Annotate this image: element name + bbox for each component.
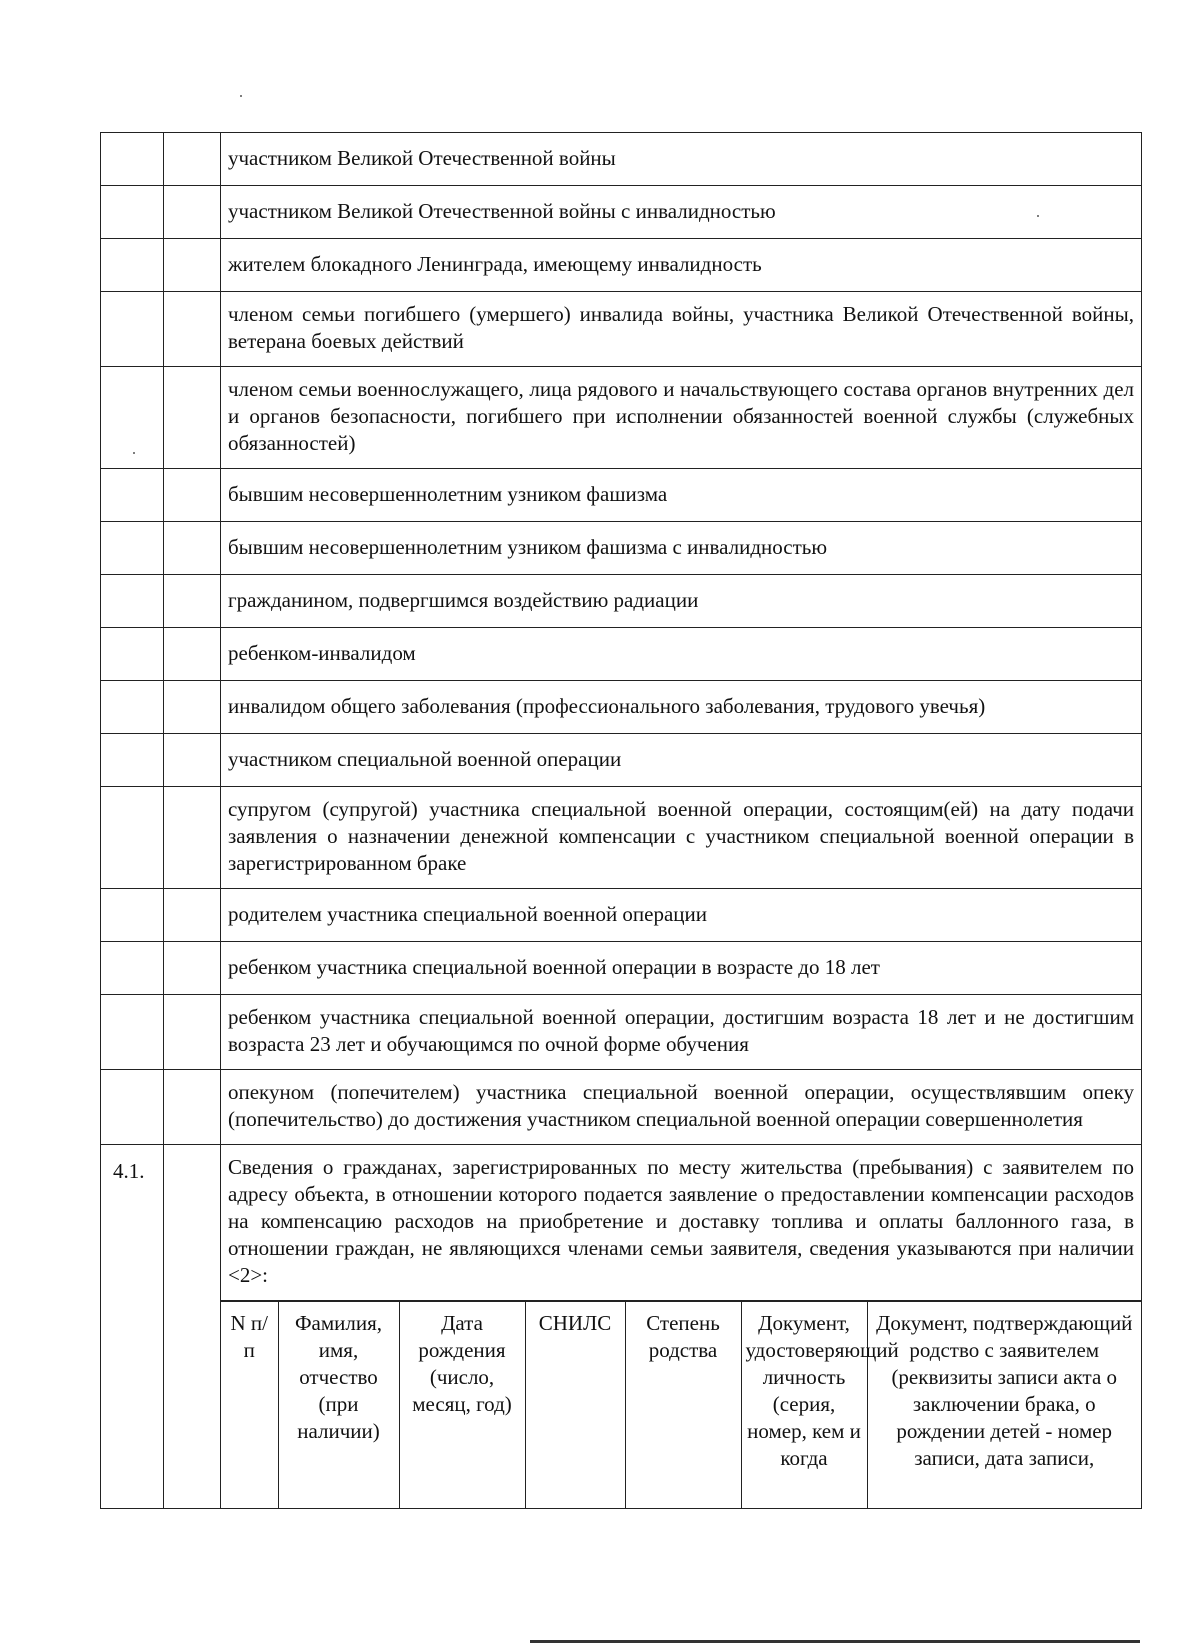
section-4-1-row [101, 1145, 1142, 1301]
row-number-cell [101, 1070, 164, 1145]
table-row [101, 186, 1142, 239]
table-row [101, 734, 1142, 787]
category-text: опекуном (попечителем) участника специальной военной операции, осуществлявшим опеку (попечительство) до достижения участником специальной военной операции совершеннолетия [221, 1070, 1142, 1145]
category-text: инвалидом общего заболевания (профессионального заболевания, трудового увечья) [221, 681, 1142, 734]
table-row [101, 787, 1142, 889]
mark-cell [164, 292, 221, 367]
row-number-cell [101, 292, 164, 367]
section-number: 4.1. [101, 1145, 164, 1509]
row-number-cell [101, 787, 164, 889]
table-row [101, 628, 1142, 681]
row-number-cell [101, 522, 164, 575]
residents-table [221, 1301, 1141, 1508]
row-number-cell [101, 186, 164, 239]
table-row [101, 469, 1142, 522]
mark-cell [164, 469, 221, 522]
scan-speck [240, 95, 242, 97]
section-4-1-subtable-row [101, 1301, 1142, 1509]
mark-cell [164, 575, 221, 628]
mark-cell [164, 681, 221, 734]
category-text: бывшим несовершеннолетним узником фашизма [221, 469, 1142, 522]
category-text: членом семьи погибшего (умершего) инвалида войны, участника Великой Отечественной войны, ветерана боевых действий [221, 292, 1142, 367]
table-row [101, 133, 1142, 186]
column-header-kinship-document: Документ, подтверждающий родство с заявителем (реквизиты записи акта о заключении брака, о рождении детей - номер записи, дата записи, [867, 1302, 1141, 1509]
category-text: ребенком-инвалидом [221, 628, 1142, 681]
table-row [101, 367, 1142, 469]
table-row [101, 575, 1142, 628]
table-row [101, 889, 1142, 942]
row-number-cell [101, 239, 164, 292]
mark-cell [164, 133, 221, 186]
row-number-cell [101, 995, 164, 1070]
page-edge-line [530, 1640, 1140, 1643]
column-header-relationship: Степень родства [625, 1302, 741, 1509]
category-text: участником Великой Отечественной войны [221, 133, 1142, 186]
column-header-snils: СНИЛС [525, 1302, 625, 1509]
category-text: бывшим несовершеннолетним узником фашизма с инвалидностью [221, 522, 1142, 575]
mark-cell [164, 1145, 221, 1509]
mark-cell [164, 1070, 221, 1145]
category-text: родителем участника специальной военной операции [221, 889, 1142, 942]
table-row [101, 995, 1142, 1070]
table-row [101, 942, 1142, 995]
mark-cell [164, 942, 221, 995]
mark-cell [164, 628, 221, 681]
table-row [101, 681, 1142, 734]
row-number-cell [101, 942, 164, 995]
table-row [101, 1070, 1142, 1145]
table-row [101, 292, 1142, 367]
row-number-cell [101, 133, 164, 186]
mark-cell [164, 367, 221, 469]
category-text: супругом (супругой) участника специальной военной операции, состоящим(ей) на дату подачи заявления о назначении денежной компенсации с участником специальной военной операции в зарегистрированном браке [221, 787, 1142, 889]
residents-table-header [221, 1302, 1141, 1509]
mark-cell [164, 522, 221, 575]
mark-cell [164, 787, 221, 889]
mark-cell [164, 239, 221, 292]
category-text: участником специальной военной операции [221, 734, 1142, 787]
category-text: гражданином, подвергшимся воздействию радиации [221, 575, 1142, 628]
row-number-cell [101, 681, 164, 734]
section-4-1-text: Сведения о гражданах, зарегистрированных по месту жительства (пребывания) с заявителем по адресу объекта, в отношении которого подается заявление о предоставлении компенсации расходов на компенсацию расходов на приобретение и доставку топлива и оплаты баллонного газа, в отношении граждан, не являющихся членами семьи заявителя, сведения указываются при наличии <2>: [221, 1145, 1142, 1301]
column-header-number: N п/п [221, 1302, 278, 1509]
category-text: ребенком участника специальной военной операции, достигшим возраста 18 лет и не достигшим возраста 23 лет и обучающимся по очной форме обучения [221, 995, 1142, 1070]
mark-cell [164, 186, 221, 239]
column-header-full-name: Фамилия, имя, отчество (при наличии) [278, 1302, 399, 1509]
column-header-birth-date: Дата рождения (число, месяц, год) [399, 1302, 525, 1509]
form-table [100, 132, 1142, 1509]
table-row [101, 522, 1142, 575]
row-number-cell [101, 628, 164, 681]
row-number-cell [101, 734, 164, 787]
mark-cell [164, 734, 221, 787]
row-number-cell [101, 575, 164, 628]
category-text: членом семьи военнослужащего, лица рядового и начальствующего состава органов внутренних дел и органов безопасности, погибшего при исполнении обязанностей военной службы (служебных обязанностей) [221, 367, 1142, 469]
row-number-cell [101, 367, 164, 469]
mark-cell [164, 995, 221, 1070]
sub-table-cell [221, 1301, 1142, 1509]
category-text: жителем блокадного Ленинграда, имеющему инвалидность [221, 239, 1142, 292]
category-text: ребенком участника специальной военной операции в возрасте до 18 лет [221, 942, 1142, 995]
row-number-cell [101, 889, 164, 942]
mark-cell [164, 889, 221, 942]
category-text: участником Великой Отечественной войны с инвалидностью [221, 186, 1142, 239]
column-header-id-document: Документ, удостоверяющий личность (серия, номер, кем и когда [741, 1302, 867, 1509]
table-row [101, 239, 1142, 292]
row-number-cell [101, 469, 164, 522]
